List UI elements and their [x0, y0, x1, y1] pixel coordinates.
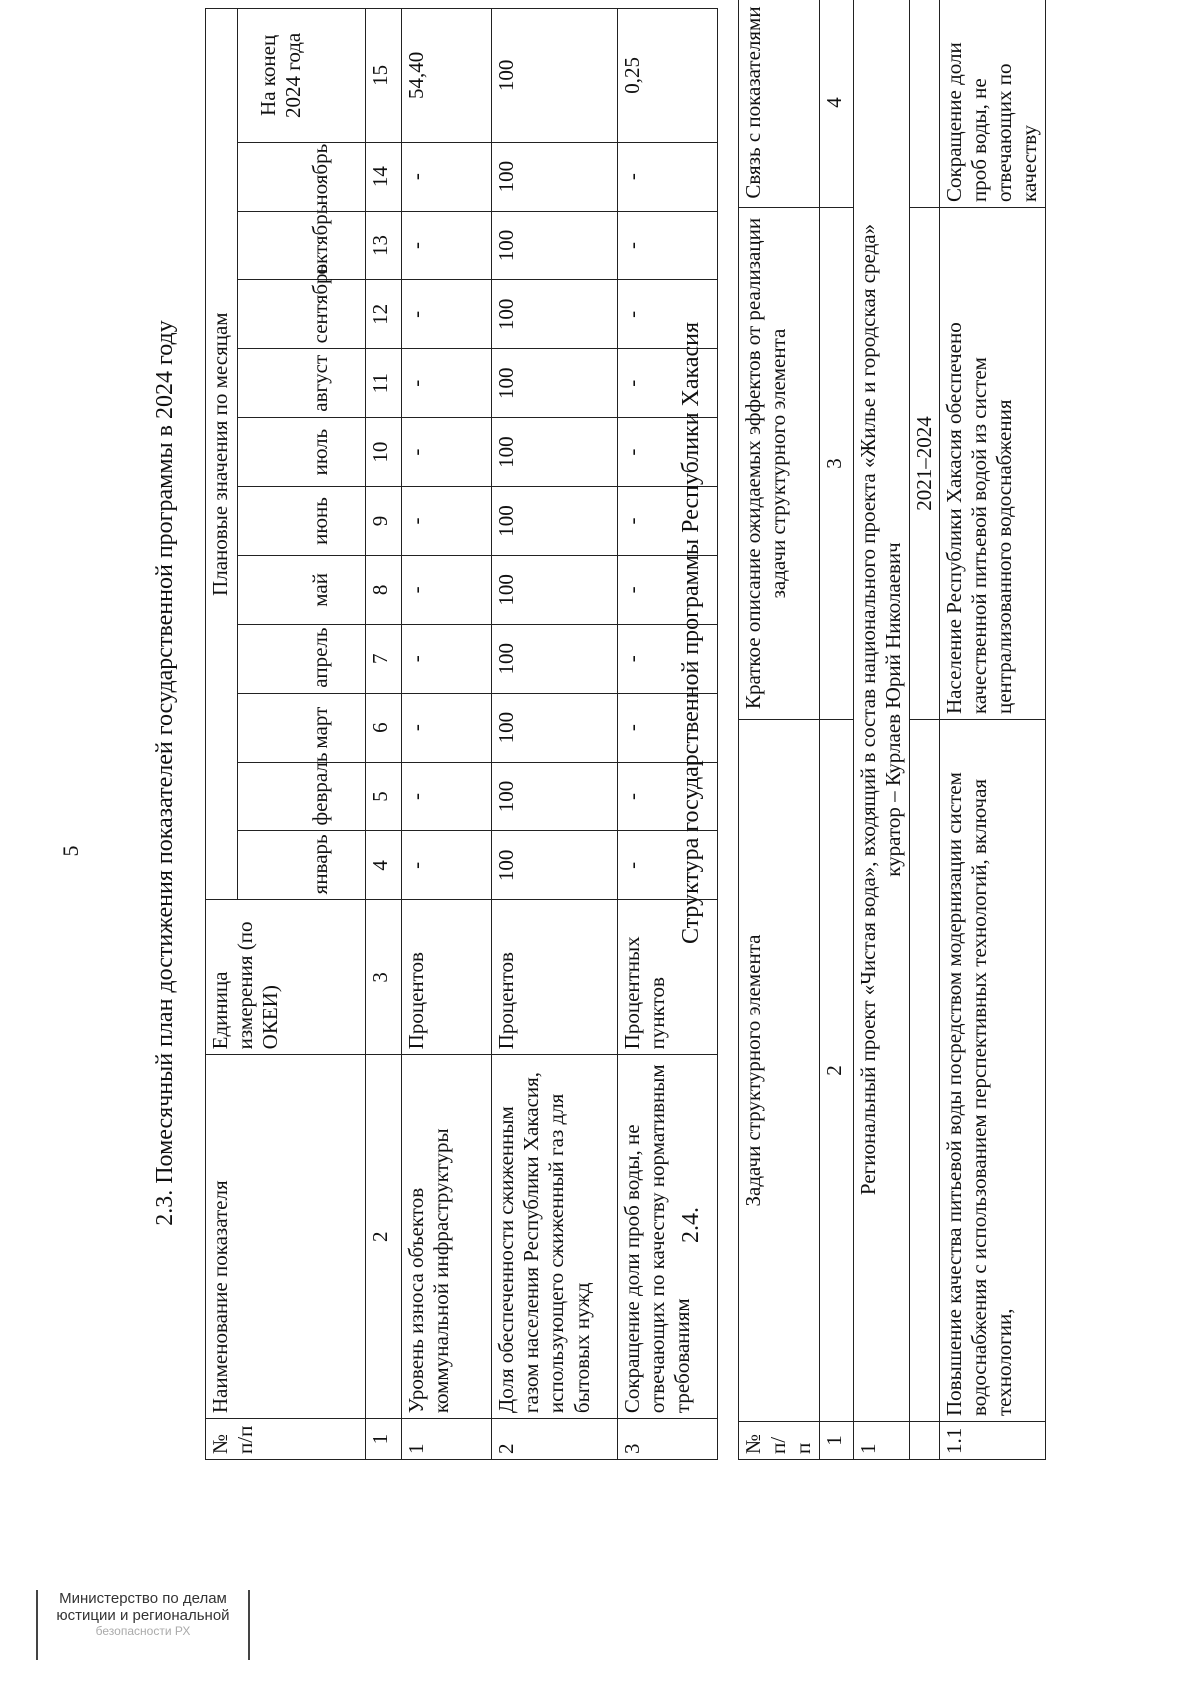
header-month: июнь	[238, 487, 366, 556]
indicator-unit: Процентных пунктов	[618, 900, 718, 1055]
column-index: 5	[366, 762, 402, 831]
month-value: -	[402, 349, 492, 418]
month-value: 100	[492, 418, 618, 487]
column-index: 3	[366, 900, 402, 1055]
month-value: -	[618, 487, 718, 556]
month-value: 100	[492, 211, 618, 280]
month-value: 100	[492, 555, 618, 624]
column-index: 2	[819, 720, 853, 1422]
section-2-4-label: 2.4.	[678, 1207, 704, 1243]
month-value: 100	[492, 624, 618, 693]
period: 2021–2024	[909, 208, 939, 720]
month-value: -	[618, 762, 718, 831]
month-value: -	[402, 831, 492, 900]
row-num: 1	[853, 1422, 909, 1460]
month-value: -	[618, 280, 718, 349]
header-month: май	[238, 555, 366, 624]
header-num: № п/п	[206, 1419, 366, 1460]
row-num: 3	[618, 1419, 718, 1460]
header-num: № п/п	[739, 1422, 820, 1460]
program-structure-table	[738, 0, 1046, 1460]
page-number: 5	[58, 845, 83, 857]
month-value: -	[618, 693, 718, 762]
month-value: -	[618, 349, 718, 418]
stamp-line: безопасности РХ	[95, 1623, 191, 1638]
column-index: 2	[366, 1055, 402, 1419]
column-index: 4	[366, 831, 402, 900]
table-row	[402, 9, 492, 1460]
header-month: январь	[238, 831, 366, 900]
month-value: -	[402, 142, 492, 211]
section-2-4-title: Структура государственной программы Республики Хакасия	[678, 321, 704, 945]
indicator-name: Доля обеспеченности сжиженным газом населения Республики Хакасия, использующего сжиженный газ для бытовых нужд	[492, 1055, 618, 1419]
month-value: -	[402, 418, 492, 487]
row-num: 1	[402, 1419, 492, 1460]
header-month: июль	[238, 418, 366, 487]
column-index: 7	[366, 624, 402, 693]
month-value: -	[618, 624, 718, 693]
column-index: 13	[366, 211, 402, 280]
month-value: 100	[492, 831, 618, 900]
column-index: 15	[366, 9, 402, 143]
stamp-line: Министерство по делам	[59, 1590, 227, 1607]
column-index: 1	[819, 1422, 853, 1460]
month-value: 100	[492, 487, 618, 556]
month-value: -	[402, 487, 492, 556]
regional-project-cell	[853, 0, 909, 1422]
month-value: -	[402, 762, 492, 831]
column-index: 8	[366, 555, 402, 624]
header-year-end: На конец 2024 года	[238, 9, 366, 143]
indicator-name: Сокращение доли проб воды, не отвечающих по качеству нормативным требованиям	[618, 1055, 718, 1419]
month-value: -	[402, 555, 492, 624]
header-link-indicators: Связь с показателями	[739, 0, 820, 208]
stamp-line: юстиции и региональной	[56, 1607, 230, 1625]
month-value: -	[618, 142, 718, 211]
year-end-value: 0,25	[618, 9, 718, 143]
month-value: -	[402, 693, 492, 762]
column-index: 3	[819, 208, 853, 720]
month-value: -	[618, 211, 718, 280]
column-index: 11	[366, 349, 402, 418]
indicator-unit: Процентов	[402, 900, 492, 1055]
header-month: октябрь	[238, 211, 366, 280]
month-value: -	[618, 418, 718, 487]
header-unit: Единица измерения (по ОКЕИ)	[206, 900, 366, 1055]
month-value: 100	[492, 693, 618, 762]
row-num: 1.1	[939, 1422, 1045, 1460]
header-indicator-name: Наименование показателя	[206, 1055, 366, 1419]
month-value: -	[618, 555, 718, 624]
monthly-plan-table	[205, 8, 718, 1460]
month-value: 100	[492, 280, 618, 349]
header-month: сентябрь	[238, 280, 366, 349]
column-index: 9	[366, 487, 402, 556]
month-value: 100	[492, 762, 618, 831]
task-text: Повышение качества питьевой воды посредством модернизации систем водоснабжения с использованием перспективных технологий, включая технологии,	[939, 720, 1045, 1422]
table-row	[939, 0, 1045, 1460]
project-curator: куратор – Курлаев Юрий Николаевич	[880, 542, 905, 877]
year-end-value: 54,40	[402, 9, 492, 143]
table-row	[492, 9, 618, 1460]
column-index: 6	[366, 693, 402, 762]
column-index: 14	[366, 142, 402, 211]
indicator-unit: Процентов	[492, 900, 618, 1055]
column-index: 1	[366, 1419, 402, 1460]
header-month: апрель	[238, 624, 366, 693]
period-row	[909, 0, 939, 1460]
header-month: март	[238, 693, 366, 762]
header-month: ноябрь	[238, 142, 366, 211]
row-num: 2	[492, 1419, 618, 1460]
header-plan-by-months: Плановые значения по месяцам	[206, 9, 238, 900]
month-value: -	[402, 280, 492, 349]
header-tasks: Задачи структурного элемента	[739, 720, 820, 1422]
indicator-name: Уровень износа объектов коммунальной инфраструктуры	[402, 1055, 492, 1419]
year-end-value: 100	[492, 9, 618, 143]
month-value: 100	[492, 142, 618, 211]
section-2-3-title: 2.3. Помесячный план достижения показателей государственной программы в 2024 году	[152, 320, 178, 1226]
regional-project-title: Региональный проект «Чистая вода», входящий в состав национального проекта «Жилье и городская среда»	[855, 223, 880, 1196]
project-row	[853, 0, 909, 1460]
month-value: -	[402, 211, 492, 280]
month-value: -	[402, 624, 492, 693]
column-index: 12	[366, 280, 402, 349]
column-index: 4	[819, 0, 853, 208]
header-month: август	[238, 349, 366, 418]
registration-stamp	[36, 1590, 250, 1660]
column-index: 10	[366, 418, 402, 487]
link-text: Сокращение доли проб воды, не отвечающих по качеству	[939, 0, 1045, 208]
header-month: февраль	[238, 762, 366, 831]
effect-text: Население Республики Хакасия обеспечено качественной питьевой водой из систем централизованного водоснабжения	[939, 208, 1045, 720]
header-effects: Краткое описание ожидаемых эффектов от реализации задачи структурного элемента	[739, 208, 820, 720]
month-value: -	[618, 831, 718, 900]
month-value: 100	[492, 349, 618, 418]
